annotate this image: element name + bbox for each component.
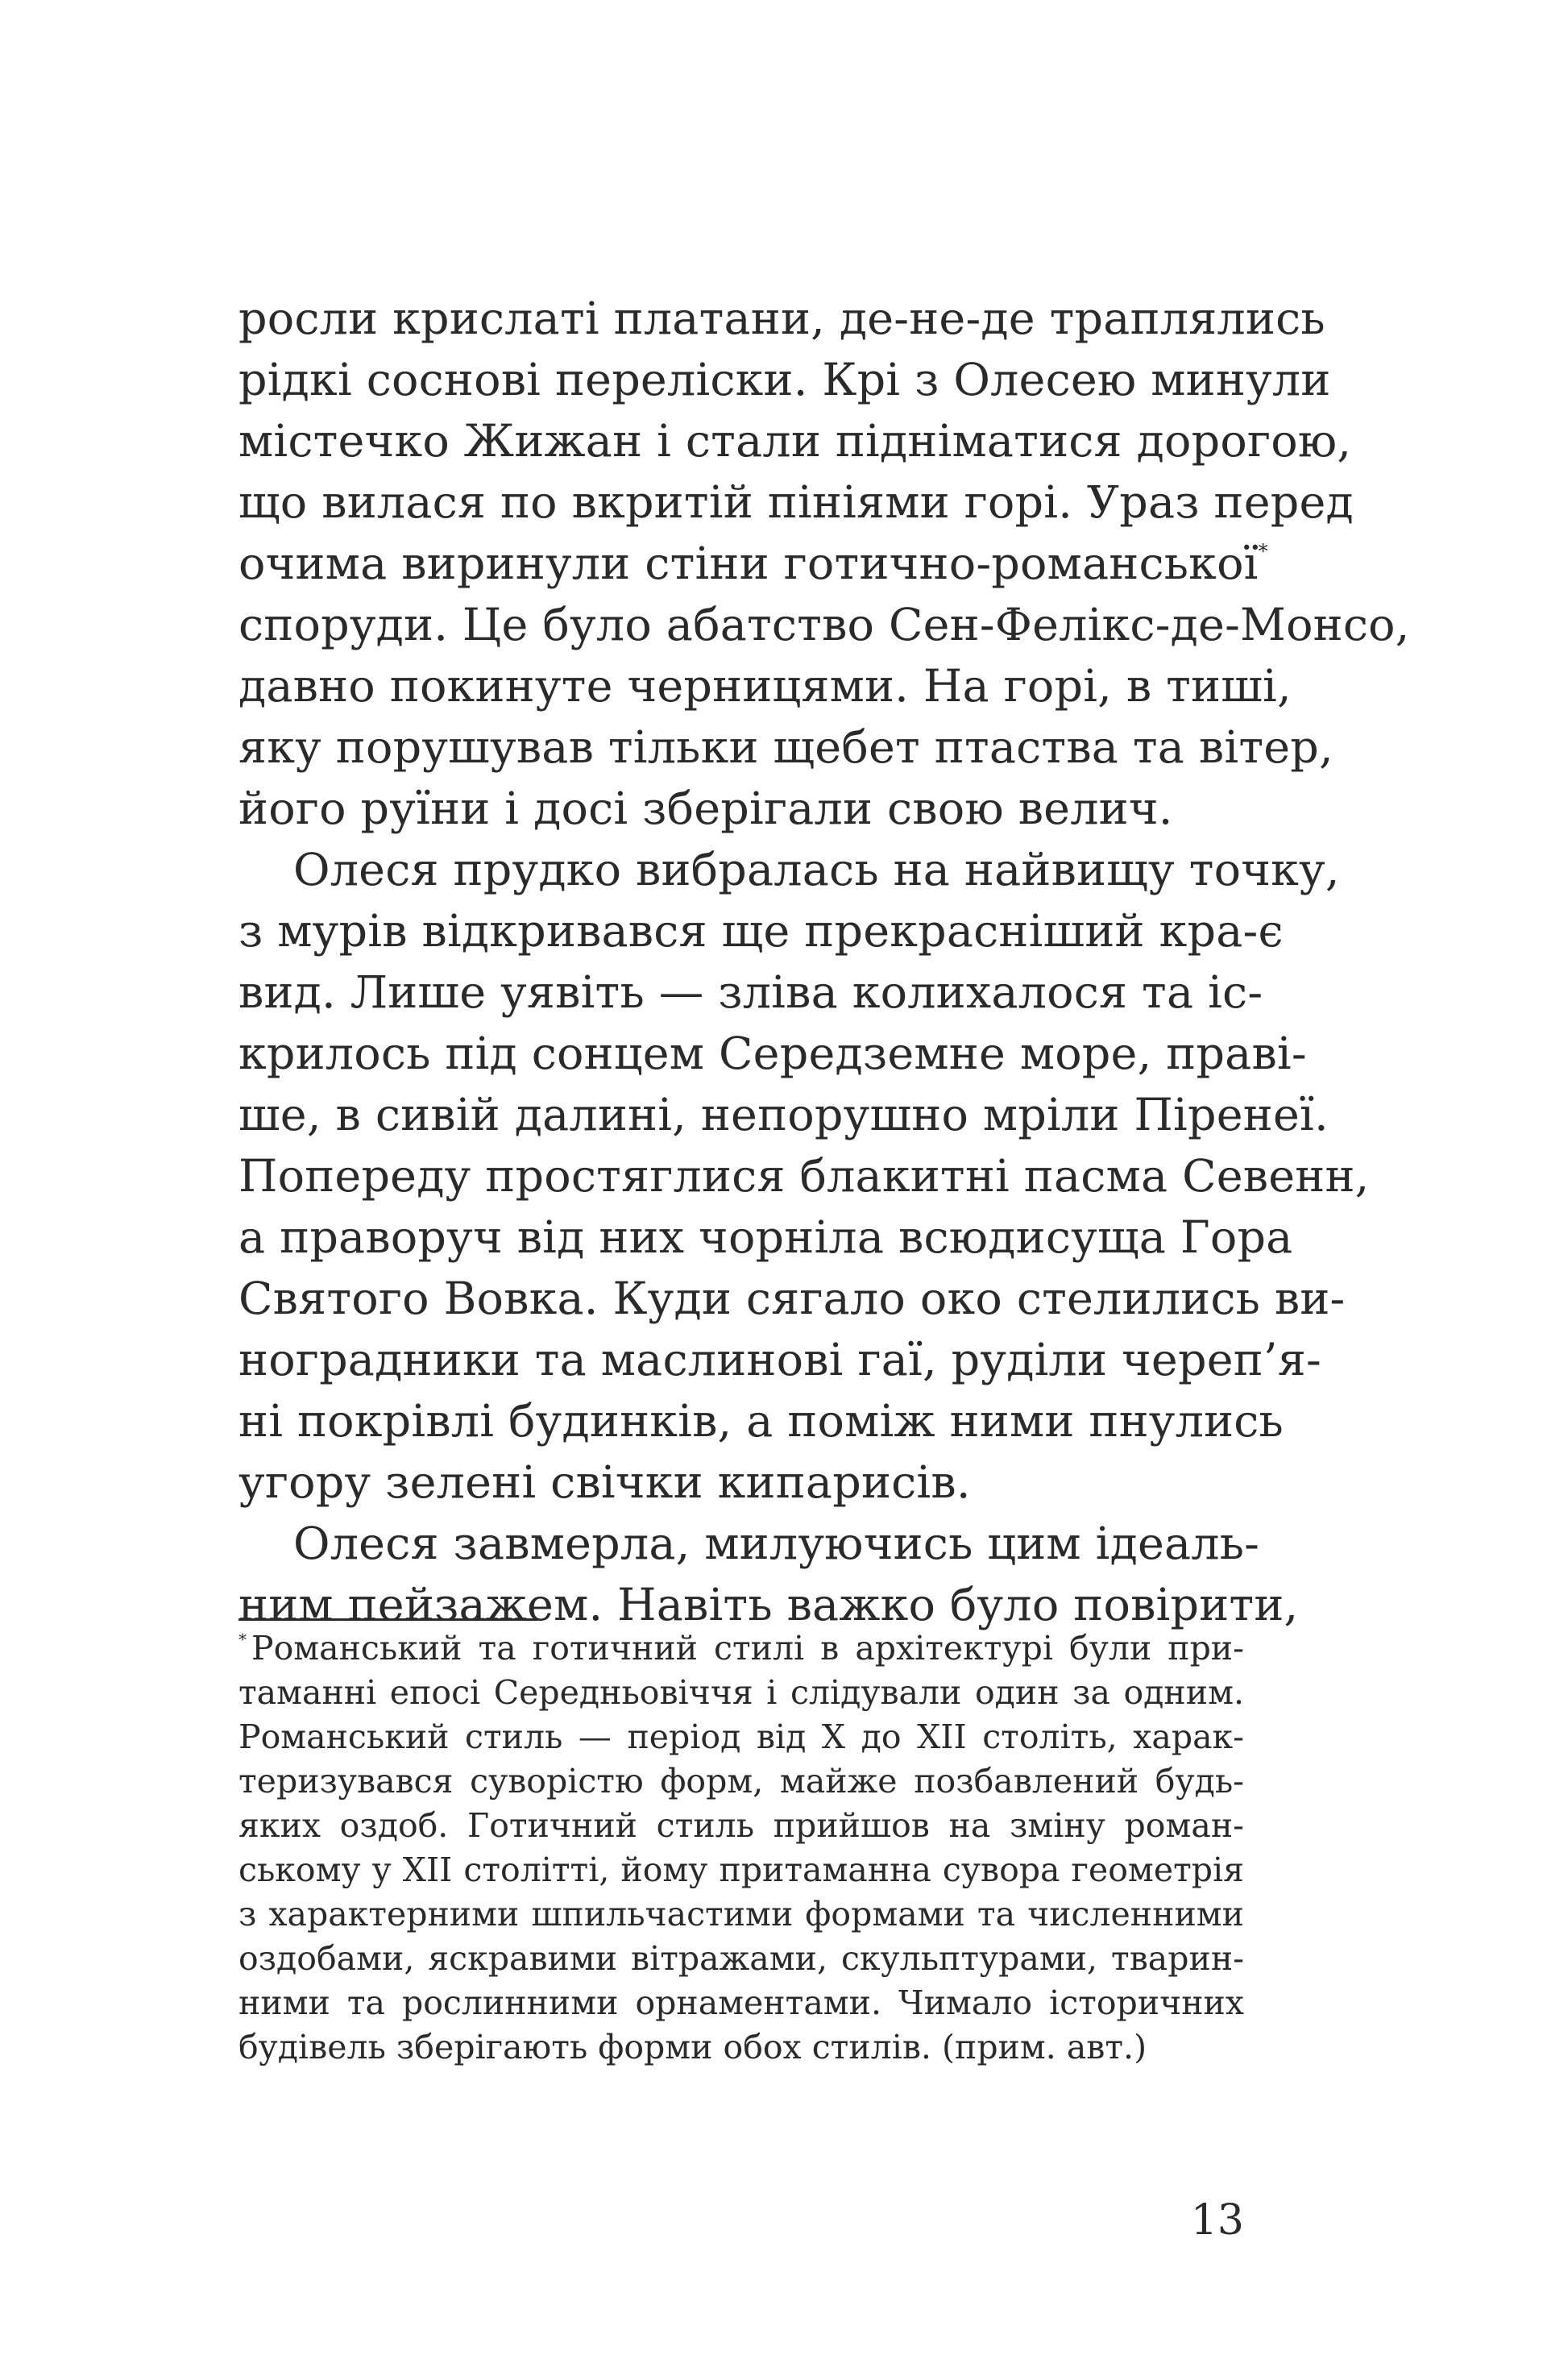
footnote-line-content: Романський та готичний стилі в архітектурі були при- bbox=[251, 1629, 1244, 1668]
text-line: рідкі соснові переліски. Крі з Олесею минули bbox=[238, 354, 1331, 406]
text-line: ше, в сивій далині, непорушно мріли Піренеї. bbox=[238, 1089, 1329, 1141]
text-line-with-footnote-ref bbox=[238, 534, 1268, 595]
text-line: споруди. Це було абатство Сен-Фелікс-де-Монсо, bbox=[238, 599, 1410, 651]
text-line: ним пейзажем. Навіть важко було повірити, bbox=[238, 1579, 1299, 1631]
footnote-line: теризувався суворістю форм, майже позбавлений будь- bbox=[238, 1762, 1244, 1801]
text-line: росли крислаті платани, де-не-де траплялись bbox=[238, 293, 1325, 345]
page-number: 13 bbox=[1190, 2196, 1244, 2245]
text-line: вид. Лише уявіть — зліва колихалося та іс- bbox=[238, 966, 1263, 1019]
text-line: Попереду простяглися блакитні пасма Севенн, bbox=[238, 1150, 1370, 1202]
text-line: ні покрівлі будинків, а поміж ними пнулись bbox=[238, 1395, 1284, 1448]
footnote-line: Романський стиль — період від X до XII століть, харак- bbox=[238, 1718, 1244, 1756]
footnote-line: яких оздоб. Готичний стиль прийшов на зміну роман- bbox=[238, 1806, 1244, 1845]
text-line: а праворуч від них чорніла всюдисуща Гора bbox=[238, 1211, 1293, 1264]
text-line: що вилася по вкритій пініями горі. Ураз перед bbox=[238, 476, 1354, 529]
text-line-content: очима виринули стіни готично-романської bbox=[238, 538, 1259, 590]
text-line: Святого Вовка. Куди сягало око стелились ви- bbox=[238, 1273, 1346, 1325]
paragraph-end-line: угору зелені свічки кипарисів. bbox=[238, 1456, 971, 1509]
footnote-line: ському у XII столітті, йому притаманна сувора геометрія bbox=[238, 1850, 1244, 1889]
text-line: ноградники та маслинові гаї, руділи череп’я- bbox=[238, 1334, 1321, 1386]
footnote-line bbox=[238, 1626, 1244, 1671]
text-line: містечко Жижан і стали підніматися дорогою, bbox=[238, 415, 1352, 467]
footnote-separator bbox=[238, 1618, 538, 1621]
footnote-marker: * bbox=[238, 1630, 247, 1649]
paragraph-start-line: Олеся завмерла, милуючись цим ідеаль- bbox=[293, 1518, 1260, 1570]
text-line: з мурів відкривався ще прекрасніший кра-є bbox=[238, 905, 1284, 957]
footnote-reference-marker: * bbox=[1258, 540, 1268, 563]
footnote-line: з характерними шпильчастими формами та численними bbox=[238, 1895, 1244, 1933]
footnote bbox=[238, 1626, 1244, 2070]
paragraph-start-line: Олеся прудко вибралась на найвищу точку, bbox=[293, 844, 1340, 896]
footnote-line: таманні епосі Середньовіччя і слідували один за одним. bbox=[238, 1673, 1244, 1712]
text-line: яку порушував тільки щебет птаства та вітер, bbox=[238, 721, 1333, 774]
main-body-text bbox=[238, 289, 1410, 1636]
text-line: давно покинуте черницями. На горі, в тиші, bbox=[238, 660, 1292, 712]
text-line: крилось під сонцем Середземне море, праві- bbox=[238, 1028, 1307, 1080]
footnote-line: ними та рослинними орнаментами. Чимало історичних bbox=[238, 1983, 1244, 2022]
footnote-line: оздобами, яскравими вітражами, скульптурами, тварин- bbox=[238, 1939, 1244, 1978]
footnote-line: будівель зберігають форми обох стилів. (прим. авт.) bbox=[238, 2028, 1147, 2066]
paragraph-end-line: його руїни і досі зберігали свою велич. bbox=[238, 783, 1173, 835]
